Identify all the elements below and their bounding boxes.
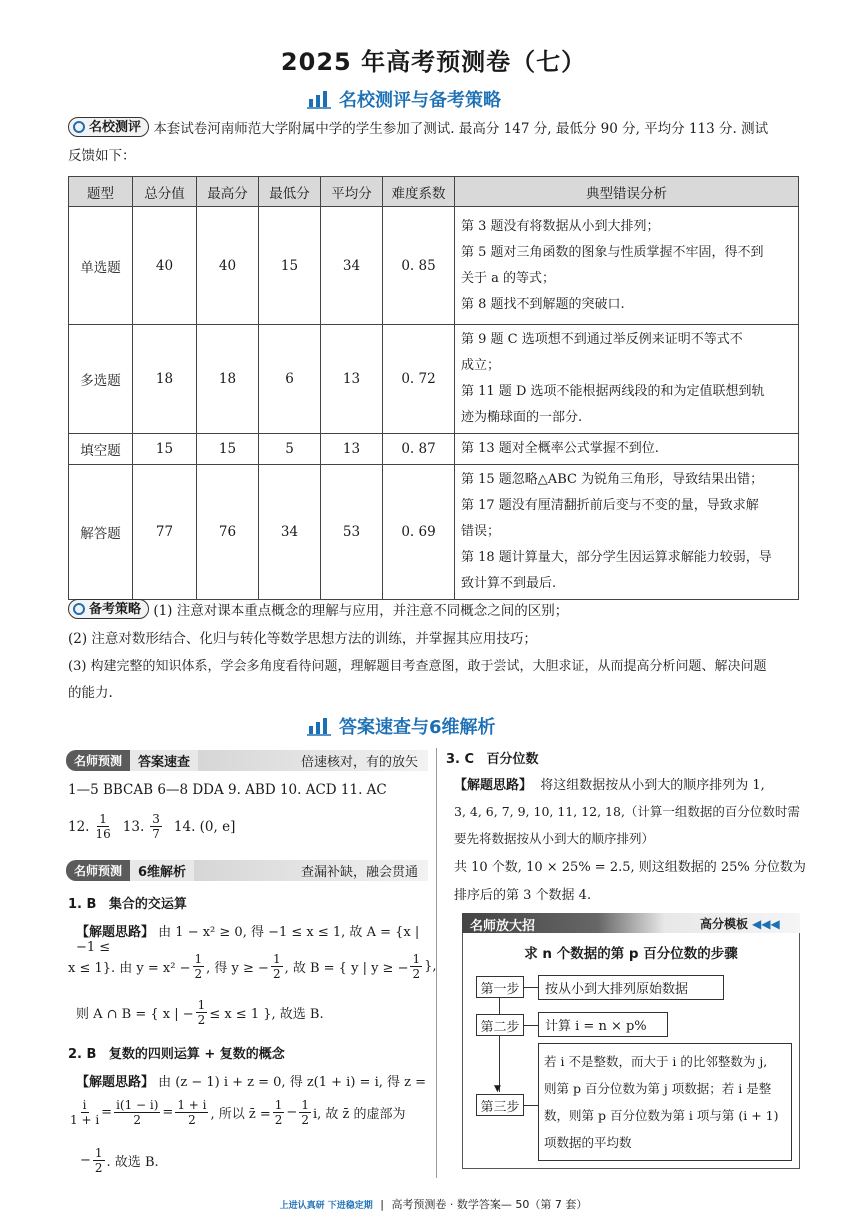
table-cell: 单选题: [69, 207, 133, 325]
table-cell: 0. 87: [383, 434, 455, 465]
evaluation-line-1: 本套试卷河南师范大学附属中学的学生参加了测试. 最高分 147 分, 最低分 90 分, 平均分 113 分. 测试: [153, 121, 769, 137]
table-row: [69, 465, 799, 600]
table-cell: 18: [133, 325, 197, 434]
table-cell: 13: [321, 434, 383, 465]
evaluation-tag: 名校测评: [68, 117, 149, 137]
q1-line-3: 则 A ∩ B = { x | − $\frac{1}{2}$ ≤ x ≤ 1 }, 故选 B.: [76, 998, 324, 1027]
table-cell: 15: [133, 434, 197, 465]
error-line: 第 5 题对三角函数的图象与性质掌握不牢固，得不到: [461, 244, 764, 260]
error-line: 关于 a 的等式；: [461, 270, 556, 286]
table-cell: 40: [133, 207, 197, 325]
table-header: 难度系数: [383, 177, 455, 207]
step-1-text: 按从小到大排列原始数据: [538, 975, 724, 1000]
step-3-box: 第三步: [476, 1094, 524, 1116]
answers-line-1: 1—5 BBCAB 6—8 DDA 9. ABD 10. ACD 11. AC: [68, 782, 387, 798]
method-label: 高分模板 ◀◀◀: [700, 917, 780, 931]
q2-line-2: $\frac{i}{1 + i}$ = $\frac{i(1 - i)}{2}$ = $\frac{1 + i}{2}$ , 所以 z̄ = $\frac{1}{2}$ − $\frac{1}{2}$ i, 故 z̄ 的虚部为: [70, 1098, 406, 1127]
error-line: 成立；: [461, 358, 501, 373]
q1-heading: 1. B 集合的交运算: [68, 897, 187, 912]
table-cell: 0. 85: [383, 207, 455, 325]
q2-line-3: − $\frac{1}{2}$ . 故选 B.: [80, 1146, 159, 1175]
error-line: 错误；: [461, 524, 501, 539]
method-title: 求 n 个数据的第 p 百分位数的步骤: [524, 946, 738, 962]
page-title: 2025 年高考预测卷（七）: [280, 48, 587, 76]
table-header: 平均分: [321, 177, 383, 207]
table-cell: 34: [321, 207, 383, 325]
table-cell: 6: [259, 325, 321, 434]
tag-icon: [73, 121, 85, 133]
band-label: 名师预测: [66, 860, 130, 881]
table-cell: 15: [197, 434, 259, 465]
table-header: 总分值: [133, 177, 197, 207]
table-cell: 40: [197, 207, 259, 325]
q3-line-2: 3, 4, 6, 7, 9, 10, 11, 12, 18,（计算一组数据的百分位数时需: [454, 804, 800, 819]
bar-chart-icon: [307, 89, 331, 109]
arrow-down-icon: ▼: [494, 1084, 501, 1094]
table-cell: 0. 72: [383, 325, 455, 434]
step-2-text: 计算 i = n × p%: [538, 1012, 668, 1037]
band-name: 答案速查: [130, 750, 198, 771]
error-line: 第 9 题 C 选项想不到通过举反例来证明不等式不: [461, 332, 743, 347]
strategy-tag: 备考策略: [68, 599, 149, 619]
table-cell: 15: [259, 207, 321, 325]
error-line: 第 18 题计算量大，部分学生因运算求解能力较弱，导: [461, 550, 772, 565]
q3-line-3: 要先将数据按从小到大的顺序排列）: [454, 831, 655, 846]
table-cell: 34: [259, 465, 321, 600]
section-heading-text: 答案速查与6维解析: [339, 717, 496, 738]
q3-line-4: 共 10 个数, 10 × 25% = 2.5, 则这组数据的 25% 分位数为: [454, 860, 806, 875]
connector: [524, 987, 538, 988]
error-analysis-cell: [455, 207, 799, 325]
step-2-box: 第二步: [476, 1014, 524, 1036]
strategy-paragraph: [68, 598, 808, 625]
table-header: 题型: [69, 177, 133, 207]
error-analysis-cell: [455, 325, 799, 434]
q1-line-1: 【解题思路】 由 1 − x² ≥ 0, 得 −1 ≤ x ≤ 1, 故 A = {x | −1 ≤: [76, 925, 420, 955]
q3-heading: 3. C 百分位数: [446, 752, 539, 767]
section-heading-text: 名校测评与备考策略: [339, 90, 501, 111]
error-line: 第 8 题找不到解题的突破口.: [461, 296, 625, 312]
footer-text: 高考预测卷 · 数学答案— 50（第 7 套）: [391, 1198, 588, 1211]
error-line: 第 13 题对全概率公式掌握不到位.: [461, 441, 659, 456]
table-cell: 填空题: [69, 434, 133, 465]
q2-heading: 2. B 复数的四则运算 + 复数的概念: [68, 1047, 285, 1062]
connector: [524, 1105, 538, 1106]
table-cell: 77: [133, 465, 197, 600]
connector: [499, 998, 500, 1014]
band-name: 6维解析: [130, 860, 194, 881]
error-analysis-cell: [455, 434, 799, 465]
strategy-line-4: 的能力.: [68, 685, 113, 701]
step-1-box: 第一步: [476, 976, 524, 998]
page-footer: 上进认真研 下进稳定期 | 高考预测卷 · 数学答案— 50（第 7 套）: [279, 1198, 588, 1211]
strategy-line-2: (2) 注意对数形结合、化归与转化等数学思想方法的训练，并掌握其应用技巧；: [68, 631, 537, 647]
error-line: 第 11 题 D 选项不能根据两线段的和为定值联想到轨: [461, 384, 765, 399]
evaluation-paragraph: [68, 116, 803, 143]
table-header: 典型错误分析: [455, 177, 799, 207]
table-cell: 13: [321, 325, 383, 434]
band-slogan: 查漏补缺，融会贯通: [300, 865, 418, 880]
error-analysis-cell: [455, 465, 799, 600]
error-line: 第 15 题忽略△ABC 为锐角三角形，导致结果出错；: [461, 472, 764, 487]
q1-line-2: x ≤ 1}. 由 y = x² − $\frac{1}{2}$ , 得 y ≥ − $\frac{1}{2}$ , 故 B = { y | y ≥ − $\frac{1}{2}$ },: [68, 952, 437, 981]
section-heading-evaluation: [307, 86, 501, 112]
q3-line-5: 排序后的第 3 个数据 4.: [454, 888, 592, 903]
brand-logo: 上进认真研 下进稳定期: [279, 1201, 373, 1211]
table-cell: 53: [321, 465, 383, 600]
table-cell: 18: [197, 325, 259, 434]
error-line: 迹为椭球面的一部分.: [461, 410, 583, 425]
connector: [524, 1025, 538, 1026]
table-header-row: [69, 177, 799, 207]
band-label: 名师预测: [66, 750, 130, 771]
analysis-band: [66, 860, 428, 881]
answers-line-2: 12. $\frac{1}{16}$ 13. $\frac{3}{7}$ 14. (0, e]: [68, 812, 236, 841]
table-cell: 多选题: [69, 325, 133, 434]
band-slogan: 倍速核对，有的放矢: [300, 755, 418, 770]
error-line: 第 17 题没有厘清翻折前后变与不变的量，导致求解: [461, 498, 759, 513]
strategy-line-3: (3) 构建完整的知识体系，学会多角度看待问题，理解题目考查意图，敢于尝试，大胆求证，从而提高分析问题、解决问题: [68, 659, 767, 674]
strategy-line-1: (1) 注意对课本重点概念的理解与应用，并注意不同概念之间的区别；: [153, 603, 569, 619]
q3-line-1: 【解题思路】 将这组数据按从小到大的顺序排列为 1,: [454, 778, 765, 793]
tag-icon: [73, 603, 85, 615]
answer-check-band: [66, 750, 428, 771]
table-cell: 5: [259, 434, 321, 465]
table-header: 最高分: [197, 177, 259, 207]
fraction: $\frac{1}{16}$: [95, 812, 111, 841]
table-header: 最低分: [259, 177, 321, 207]
table-row: [69, 325, 799, 434]
table-row: [69, 434, 799, 465]
error-line: 致计算不到最后.: [461, 576, 557, 591]
evaluation-line-2: 反馈如下：: [68, 148, 136, 164]
error-line: 第 3 题没有将数据从小到大排列；: [461, 218, 660, 234]
method-tag: 名师放大招: [470, 919, 536, 934]
q2-line-1: 【解题思路】 由 (z − 1) i + z = 0, 得 z(1 + i) = i, 得 z =: [76, 1075, 426, 1090]
table-row: [69, 207, 799, 325]
table-cell: 解答题: [69, 465, 133, 600]
section-heading-answers: [307, 713, 496, 739]
table-cell: 0. 69: [383, 465, 455, 600]
stats-table: [68, 176, 799, 600]
bar-chart-icon: [307, 716, 331, 736]
fraction: $\frac{3}{7}$: [152, 812, 160, 841]
step-3-text: 若 i 不是整数，而大于 i 的比邻整数为 j, 则第 p 百分位数为第 j 项数据；若 i 是整 数，则第 p 百分位数为第 i 项与第 (i + 1) 项数据的平均数: [538, 1043, 792, 1161]
table-cell: 76: [197, 465, 259, 600]
